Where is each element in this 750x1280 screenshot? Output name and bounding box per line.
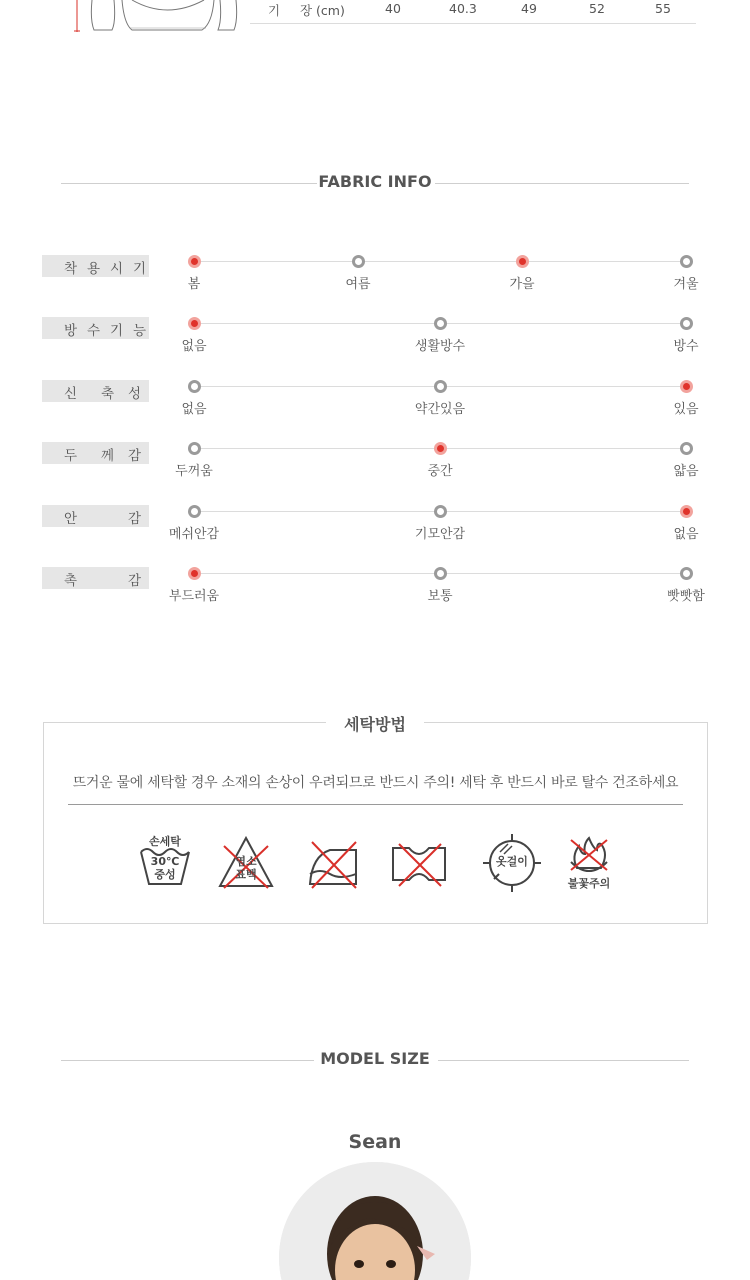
no-bleach-icon	[214, 832, 278, 894]
fabric-row-label	[42, 505, 149, 527]
model-name: Sean	[348, 1131, 402, 1153]
divider	[438, 1060, 689, 1061]
fabric-option-dot	[434, 505, 447, 518]
fabric-option-label: 두꺼움	[175, 464, 213, 479]
fabric-option-label: 여름	[345, 277, 371, 292]
hand-wash-temp: 30℃	[150, 855, 180, 868]
no-bleach-text: 표백	[235, 868, 257, 881]
divider	[435, 183, 689, 184]
fabric-row-label-char: 촉	[64, 573, 78, 589]
fabric-row	[0, 380, 750, 420]
fabric-option-label: 없음	[673, 527, 699, 542]
fabric-row-label	[42, 442, 149, 464]
fabric-option-label: 얇음	[673, 464, 699, 479]
fabric-row-track	[194, 261, 686, 262]
fabric-row-label-char: 께	[101, 448, 115, 464]
fabric-option-dot-selected	[516, 255, 529, 268]
fabric-option-label: 생활방수	[414, 339, 466, 354]
fabric-info-header	[61, 172, 689, 196]
size-row-label-2: 장 (cm)	[300, 3, 345, 18]
fabric-option-label: 보통	[427, 589, 453, 604]
fabric-row-label-char: 시	[110, 261, 124, 277]
fabric-row-label	[42, 567, 149, 589]
fire-caution-text: 불꽃주의	[567, 877, 611, 890]
fabric-option-label: 중간	[427, 464, 453, 479]
fabric-row-label-char: 기	[110, 323, 124, 339]
model-photo	[279, 1162, 471, 1280]
fabric-option-dot	[352, 255, 365, 268]
fabric-row-label-char: 축	[101, 386, 115, 402]
fabric-option-dot	[680, 442, 693, 455]
fabric-row	[0, 567, 750, 607]
fabric-option-dot-selected	[188, 255, 201, 268]
fabric-row	[0, 255, 750, 295]
fabric-option-dot-selected	[188, 317, 201, 330]
fabric-row-label-char: 감	[128, 448, 142, 464]
fabric-info-title: FABRIC INFO	[318, 172, 432, 191]
fabric-option-dot-selected	[680, 380, 693, 393]
fabric-row-label-char: 방	[64, 323, 78, 339]
size-value: 40	[385, 1, 401, 16]
fabric-option-label: 부드러움	[168, 589, 220, 604]
fabric-row-label-char: 감	[128, 511, 142, 527]
fabric-row	[0, 317, 750, 357]
fabric-option-dot-selected	[188, 567, 201, 580]
hanger-dry-icon	[480, 832, 544, 894]
fabric-option-label: 메쉬안감	[168, 527, 220, 542]
fabric-row-label-char: 성	[128, 386, 142, 402]
fabric-option-dot	[680, 567, 693, 580]
hanger-dry-text: 옷걸이	[496, 855, 528, 868]
hand-wash-detergent: 중성	[154, 868, 176, 881]
no-bleach-text: 염소	[235, 855, 257, 868]
fabric-option-label: 없음	[181, 339, 207, 354]
model-size-header	[61, 1049, 689, 1073]
fabric-option-label: 약간있음	[414, 402, 466, 417]
fabric-row-label	[42, 317, 149, 339]
fabric-option-label: 없음	[181, 402, 207, 417]
fabric-option-dot-selected	[680, 505, 693, 518]
no-iron-icon	[300, 832, 364, 894]
size-length-row	[250, 0, 696, 24]
fabric-option-dot	[680, 317, 693, 330]
fabric-option-label: 있음	[673, 402, 699, 417]
fabric-row-label-char: 착	[64, 261, 78, 277]
fabric-row-label	[42, 380, 149, 402]
fabric-row-label-char: 신	[64, 386, 78, 402]
hand-wash-text: 손세탁	[149, 835, 181, 848]
fabric-row-label-char: 수	[87, 323, 101, 339]
jacket-sketch-icon	[72, 0, 242, 34]
fabric-row-label-char: 두	[64, 448, 78, 464]
fabric-row	[0, 442, 750, 482]
washing-title: 세탁방법	[326, 712, 424, 736]
no-dry-clean-icon	[387, 832, 451, 894]
fabric-option-label: 봄	[187, 277, 201, 292]
fabric-option-label: 겨울	[673, 277, 699, 292]
fabric-option-label: 방수	[673, 339, 699, 354]
fabric-row-label-char: 안	[64, 511, 78, 527]
hand-wash-icon	[133, 832, 197, 894]
fabric-row-label-char: 용	[87, 261, 101, 277]
washing-note-underline	[68, 804, 683, 805]
model-size-title: MODEL SIZE	[320, 1049, 430, 1068]
size-table-remnant	[0, 0, 750, 40]
fabric-row-label-char: 기	[133, 261, 147, 277]
fabric-option-label: 빳빳함	[667, 589, 705, 604]
washing-note: 뜨거운 물에 세탁할 경우 소재의 손상이 우려되므로 반드시 주의! 세탁 후 반드시 바로 탈수 건조하세요	[72, 775, 679, 791]
fabric-option-dot	[188, 505, 201, 518]
fabric-option-dot	[188, 380, 201, 393]
size-value: 55	[655, 1, 671, 16]
size-value: 49	[521, 1, 537, 16]
size-row-label-1: 기	[268, 3, 281, 18]
fabric-option-dot	[434, 567, 447, 580]
fabric-option-dot	[680, 255, 693, 268]
fabric-option-dot	[434, 317, 447, 330]
fabric-option-dot-selected	[434, 442, 447, 455]
fabric-option-label: 기모안감	[414, 527, 466, 542]
fabric-row-label-char: 감	[128, 573, 142, 589]
fabric-row-label-char: 능	[133, 323, 147, 339]
fabric-option-label: 가을	[509, 277, 535, 292]
fabric-row	[0, 505, 750, 545]
fabric-option-dot	[434, 380, 447, 393]
size-value: 52	[589, 1, 605, 16]
fire-caution-icon	[557, 832, 621, 894]
fabric-option-dot	[188, 442, 201, 455]
fabric-row-label	[42, 255, 149, 277]
size-value: 40.3	[449, 1, 477, 16]
